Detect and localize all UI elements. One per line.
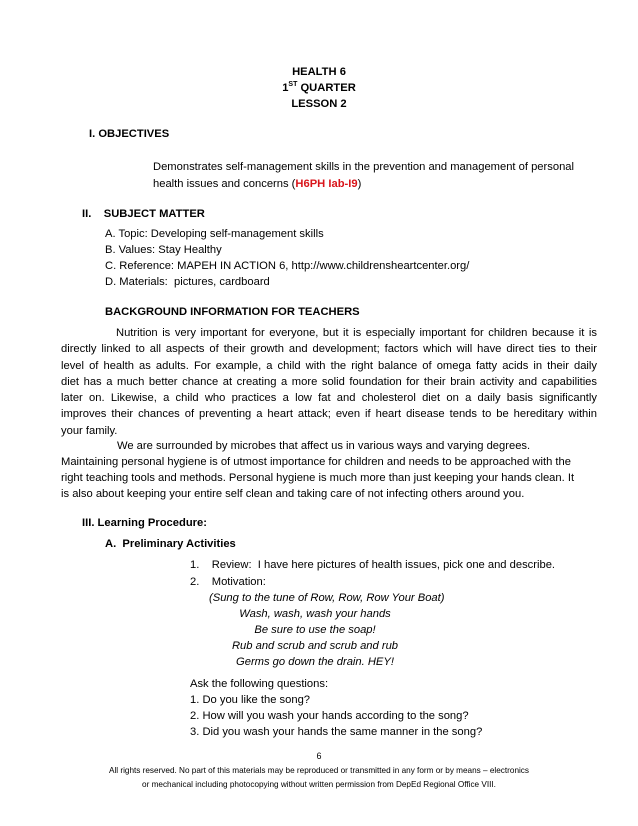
objective-line-2	[153, 176, 361, 192]
subject-item-values: B. Values: Stay Healthy	[105, 244, 222, 256]
objective-line-1: Demonstrates self-management skills in the prevention and management of personal	[153, 161, 575, 173]
quarter-number: 1	[282, 82, 289, 94]
paragraph-2-line: Maintaining personal hygiene is of utmost importance for children and needs to be approached with the	[61, 456, 571, 468]
preliminary-activities-heading: A. Preliminary Activities	[105, 538, 236, 550]
quarter-superscript: ST	[288, 81, 298, 88]
question-item: 3. Did you wash your hands the same manner in the song?	[190, 726, 483, 738]
paragraph-line: later on. Likewise, a child who practices a low fat and cholesterol diet on a daily basis significantly	[61, 392, 597, 405]
step-motivation: 2. Motivation:	[190, 576, 266, 588]
background-paragraph-1	[61, 325, 597, 439]
copyright-line-2: or mechanical including photocopying without written permission from DepEd Regional Office VIII.	[142, 780, 496, 789]
song-line: Be sure to use the soap!	[254, 624, 376, 636]
paragraph-2-line: is also about keeping your entire self clean and taking care of not infecting others around you.	[61, 488, 525, 500]
paragraph-line: level of health as adults. For example, a child with the right balance of omega fatty acids in their daily	[61, 359, 597, 372]
step-review: 1. Review: I have here pictures of health issues, pick one and describe.	[190, 559, 556, 571]
song-line: Rub and scrub and scrub and rub	[231, 640, 399, 652]
paragraph-2-line: We are surrounded by microbes that affect us in various ways and varying degrees.	[117, 440, 531, 452]
paragraph-2-line: right teaching tools and methods. Personal hygiene is much more than just keeping your hands clean. It	[61, 472, 575, 484]
subject-item-topic: A. Topic: Developing self-management skills	[105, 228, 324, 240]
subject-item-reference: C. Reference: MAPEH IN ACTION 6, http://www.childrensheartcenter.org/	[105, 260, 470, 272]
paragraph-line: your family.	[61, 424, 118, 437]
questions-intro: Ask the following questions:	[190, 678, 329, 690]
paragraph-line: Nutrition is very important for everyone, but it is especially important for children because it is	[116, 327, 597, 339]
quarter-title	[219, 80, 419, 96]
subject-matter-heading: II. SUBJECT MATTER	[82, 208, 205, 220]
subject-item-materials: D. Materials: pictures, cardboard	[105, 276, 270, 288]
paragraph-line: improves their chances of preventing a heart attack; even if heart disease tends to be hereditary within	[61, 408, 597, 421]
copyright-line-1: All rights reserved. No part of this materials may be reproduced or transmitted in any form or by means – electronics	[108, 766, 529, 775]
subject-title: HEALTH 6	[292, 66, 346, 78]
paragraph-line: directly linked to all aspects of their growth and development; factors which will have direct ties to their	[61, 343, 597, 356]
question-item: 2. How will you wash your hands according to the song?	[190, 710, 469, 722]
question-item: 1. Do you like the song?	[190, 694, 311, 706]
song-line: Wash, wash, wash your hands	[239, 608, 391, 620]
background-heading: BACKGROUND INFORMATION FOR TEACHERS	[105, 306, 360, 318]
paragraph-line: diet has a much better chance at creating a more solid foundation for their brain activity and capabilities	[61, 375, 597, 388]
objective-line-2-prefix: health issues and concerns (	[153, 178, 296, 190]
page-number: 6	[316, 751, 322, 761]
song-line: Germs go down the drain. HEY!	[236, 656, 394, 668]
lesson-title: LESSON 2	[291, 98, 347, 110]
competency-code: H6PH Iab-I9	[295, 178, 358, 190]
objective-line-2-suffix: )	[357, 178, 362, 190]
quarter-word: QUARTER	[300, 82, 356, 94]
song-tune-line: (Sung to the tune of Row, Row, Row Your Boat)	[209, 592, 445, 604]
objectives-heading: I. OBJECTIVES	[89, 128, 170, 140]
procedure-heading: III. Learning Procedure:	[82, 517, 207, 529]
